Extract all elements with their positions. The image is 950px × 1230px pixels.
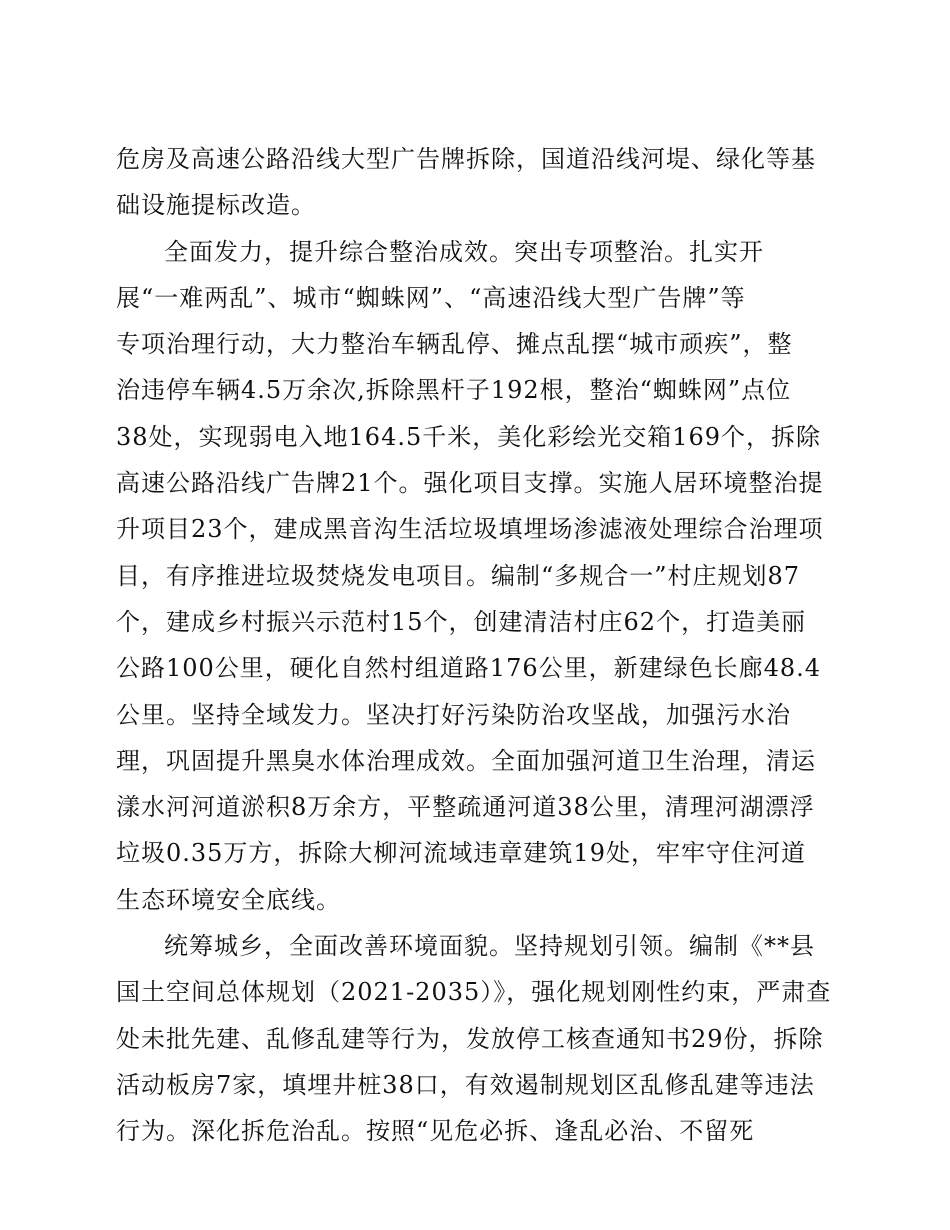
text-line: 38处，实现弱电入地164.5千米，美化彩绘光交箱169个，拆除 [116,422,822,451]
text-line: 个，建成乡村振兴示范村15个，创建清洁村庄62个，打造美丽 [116,607,807,636]
text-line: 统筹城乡，全面改善环境面貌。坚持规划引领。编制《**县 [164,932,815,961]
text-line: 生态环境安全底线。 [116,885,341,914]
text-line: 行为。深化拆危治乱。按照“见危必拆、逢乱必治、不留死 [116,1117,755,1146]
text-line: 高速公路沿线广告牌21个。强化项目支撑。实施人居环境整治提 [116,469,824,498]
text-line: 础设施提标改造。 [116,191,316,220]
text-line: 活动板房7家，填埋井桩38口，有效遏制规划区乱修乱建等违法 [116,1070,815,1099]
text-line: 垃圾0.35万方，拆除大柳河流域违章建筑19处，牢牢守住河道 [116,839,806,868]
body-text [116,136,836,1155]
text-line: 目，有序推进垃圾焚烧发电项目。编制“多规合一”村庄规划87 [116,561,801,590]
text-line: 治违停车辆4.5万余次,拆除黑杆子192根，整治“蜘蛛网”点位 [116,376,792,405]
text-line: 漾水河河道淤积8万余方，平整疏通河道38公里，清理河湖漂浮 [116,793,815,822]
text-line: 危房及高速公路沿线大型广告牌拆除，国道沿线河堤、绿化等基 [116,145,816,173]
text-line: 展“一难两乱”、城市“蜘蛛网”、“高速沿线大型广告牌”等 [116,283,746,312]
text-line: 全面发力，提升综合整治成效。突出专项整治。扎实开 [164,237,764,266]
text-line: 公里。坚持全域发力。坚决打好污染防治攻坚战，加强污水治 [116,700,791,729]
text-line: 公路100公里，硬化自然村组道路176公里，新建绿色长廊48.4 [116,654,822,683]
text-line: 升项目23个，建成黑音沟生活垃圾填埋场渗滤液处理综合治理项 [116,515,824,544]
text-line: 理，巩固提升黑臭水体治理成效。全面加强河道卫生治理，清运 [116,746,816,775]
text-line: 国土空间总体规划（2021-2035）》，强化规划刚性约束，严肃查 [116,978,832,1007]
text-line: 专项治理行动，大力整治车辆乱停、摊点乱摆“城市顽疾”，整 [116,330,793,359]
text-line: 处未批先建、乱修乱建等行为，发放停工核查通知书29份，拆除 [116,1024,824,1053]
